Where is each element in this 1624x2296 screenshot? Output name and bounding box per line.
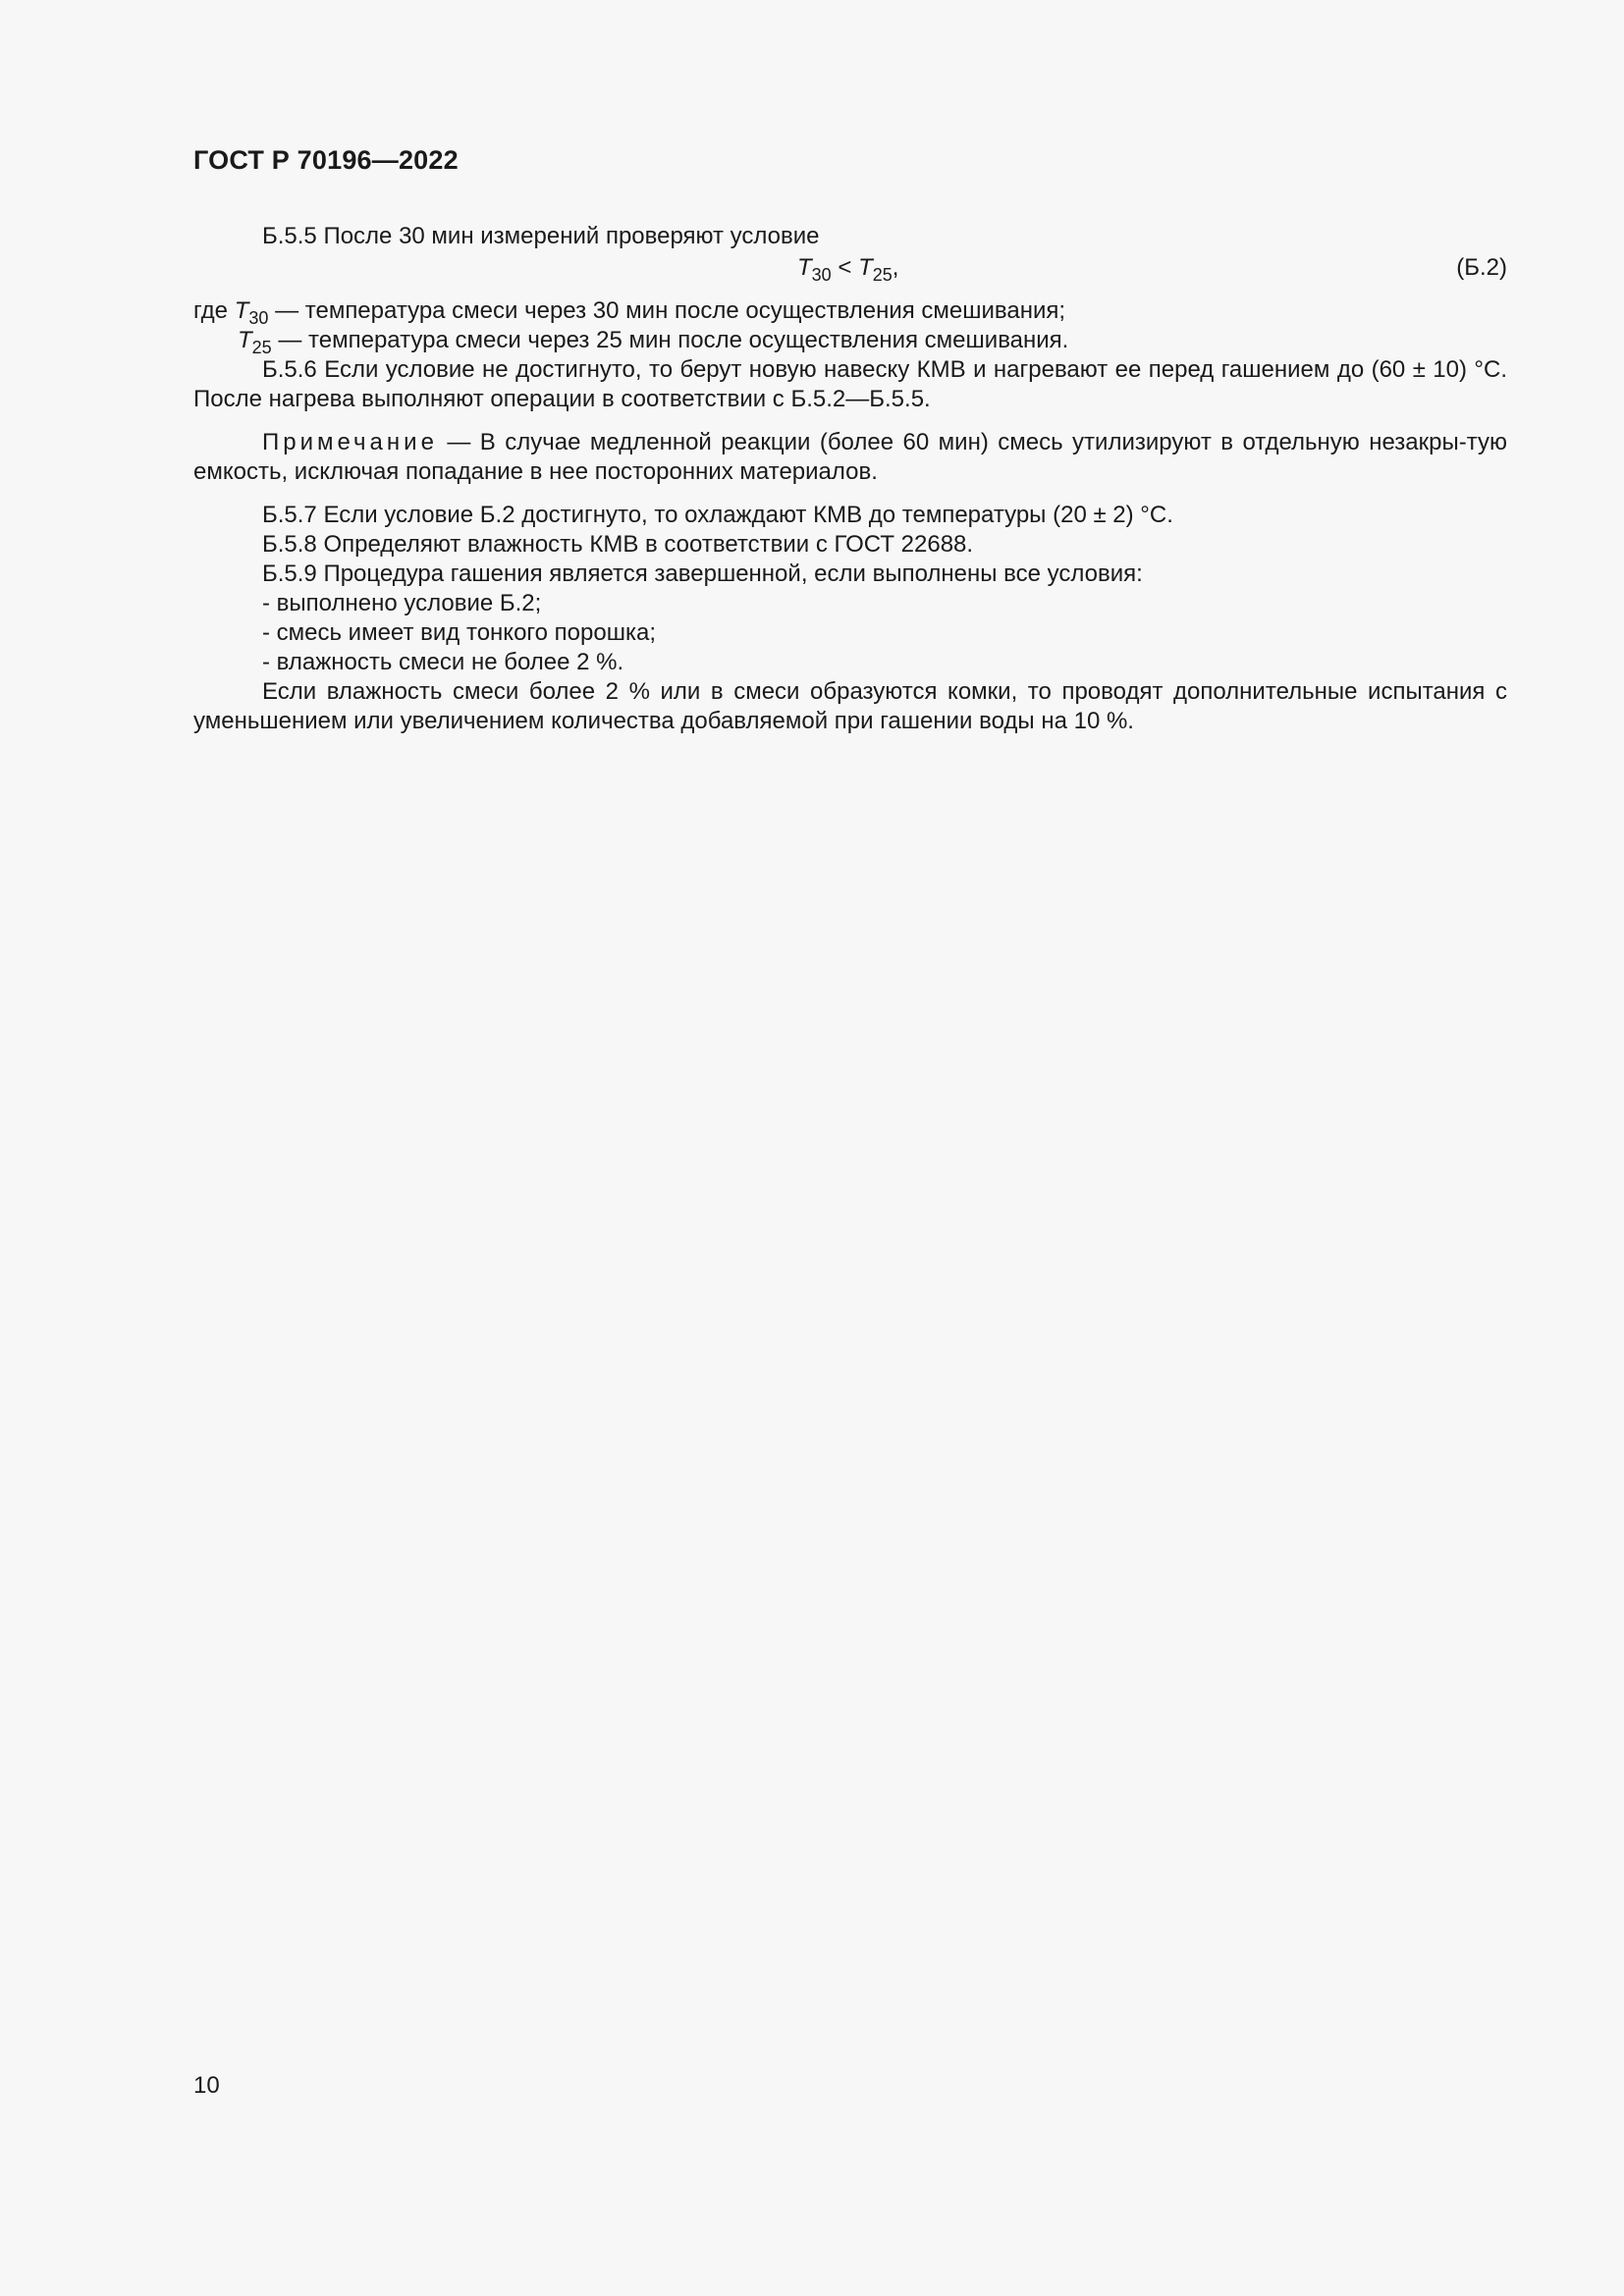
paragraph-final: Если влажность смеси более 2 % или в смеси образуются комки, то проводят дополнительные испытания с уменьшением или увеличением количества добавляемой при гашении воды на 10 %. xyxy=(193,678,1507,734)
formula-left-symbol: T xyxy=(797,254,812,281)
where-t25-symbol: T xyxy=(238,327,252,353)
note-paragraph xyxy=(193,428,1507,487)
paragraph-b57: Б.5.7 Если условие Б.2 достигнуто, то охлаждают КМВ до температуры (20 ± 2) °С. xyxy=(262,502,1173,528)
where-t30-text: — температура смеси через 30 мин после осуществления смешивания; xyxy=(268,297,1066,324)
formula-expression xyxy=(797,253,898,283)
document-page xyxy=(193,0,1507,2296)
formula-trailing-comma: , xyxy=(892,254,899,281)
list-item: - смесь имеет вид тонкого порошка; xyxy=(262,619,656,646)
formula-number: (Б.2) xyxy=(1456,254,1507,281)
note-label: Примечание xyxy=(262,429,438,455)
page-number: 10 xyxy=(193,2072,220,2099)
formula-right-subscript: 25 xyxy=(872,265,893,285)
where-t25-text: — температура смеси через 25 мин после осуществления смешивания. xyxy=(271,327,1069,353)
where-t30-symbol: T xyxy=(234,297,249,324)
where-prefix: где xyxy=(193,297,235,324)
list-item: - выполнено условие Б.2; xyxy=(262,590,542,616)
note-text: — В случае медленной реакции (более 60 мин) смесь утилизируют в отдельную незакры-тую емкость, исключая попадание в нее посторонних материалов. xyxy=(193,429,1507,485)
formula-right-symbol: T xyxy=(858,254,873,281)
where-t30 xyxy=(193,296,1507,326)
paragraph-b59: Б.5.9 Процедура гашения является завершенной, если выполнены все условия: xyxy=(262,561,1143,587)
document-header: ГОСТ Р 70196—2022 xyxy=(193,145,459,175)
where-t25 xyxy=(193,326,1507,355)
document-body xyxy=(193,222,1507,736)
paragraph-b56: Б.5.6 Если условие не достигнуто, то берут новую навеску КМВ и нагревают ее перед гашением до (60 ± 10) °С. После нагрева выполняют операции в соответствии с Б.5.2—Б.5.5. xyxy=(193,356,1507,412)
list-item: - влажность смеси не более 2 %. xyxy=(262,649,624,675)
formula-left-subscript: 30 xyxy=(811,265,832,285)
paragraph-b58: Б.5.8 Определяют влажность КМВ в соответствии с ГОСТ 22688. xyxy=(262,531,974,558)
where-t30-subscript: 30 xyxy=(248,308,269,328)
where-t25-subscript: 25 xyxy=(251,338,272,357)
paragraph-b55: Б.5.5 После 30 мин измерений проверяют условие xyxy=(262,223,820,249)
formula-operator: < xyxy=(831,254,859,281)
formula-b2 xyxy=(193,253,1507,293)
